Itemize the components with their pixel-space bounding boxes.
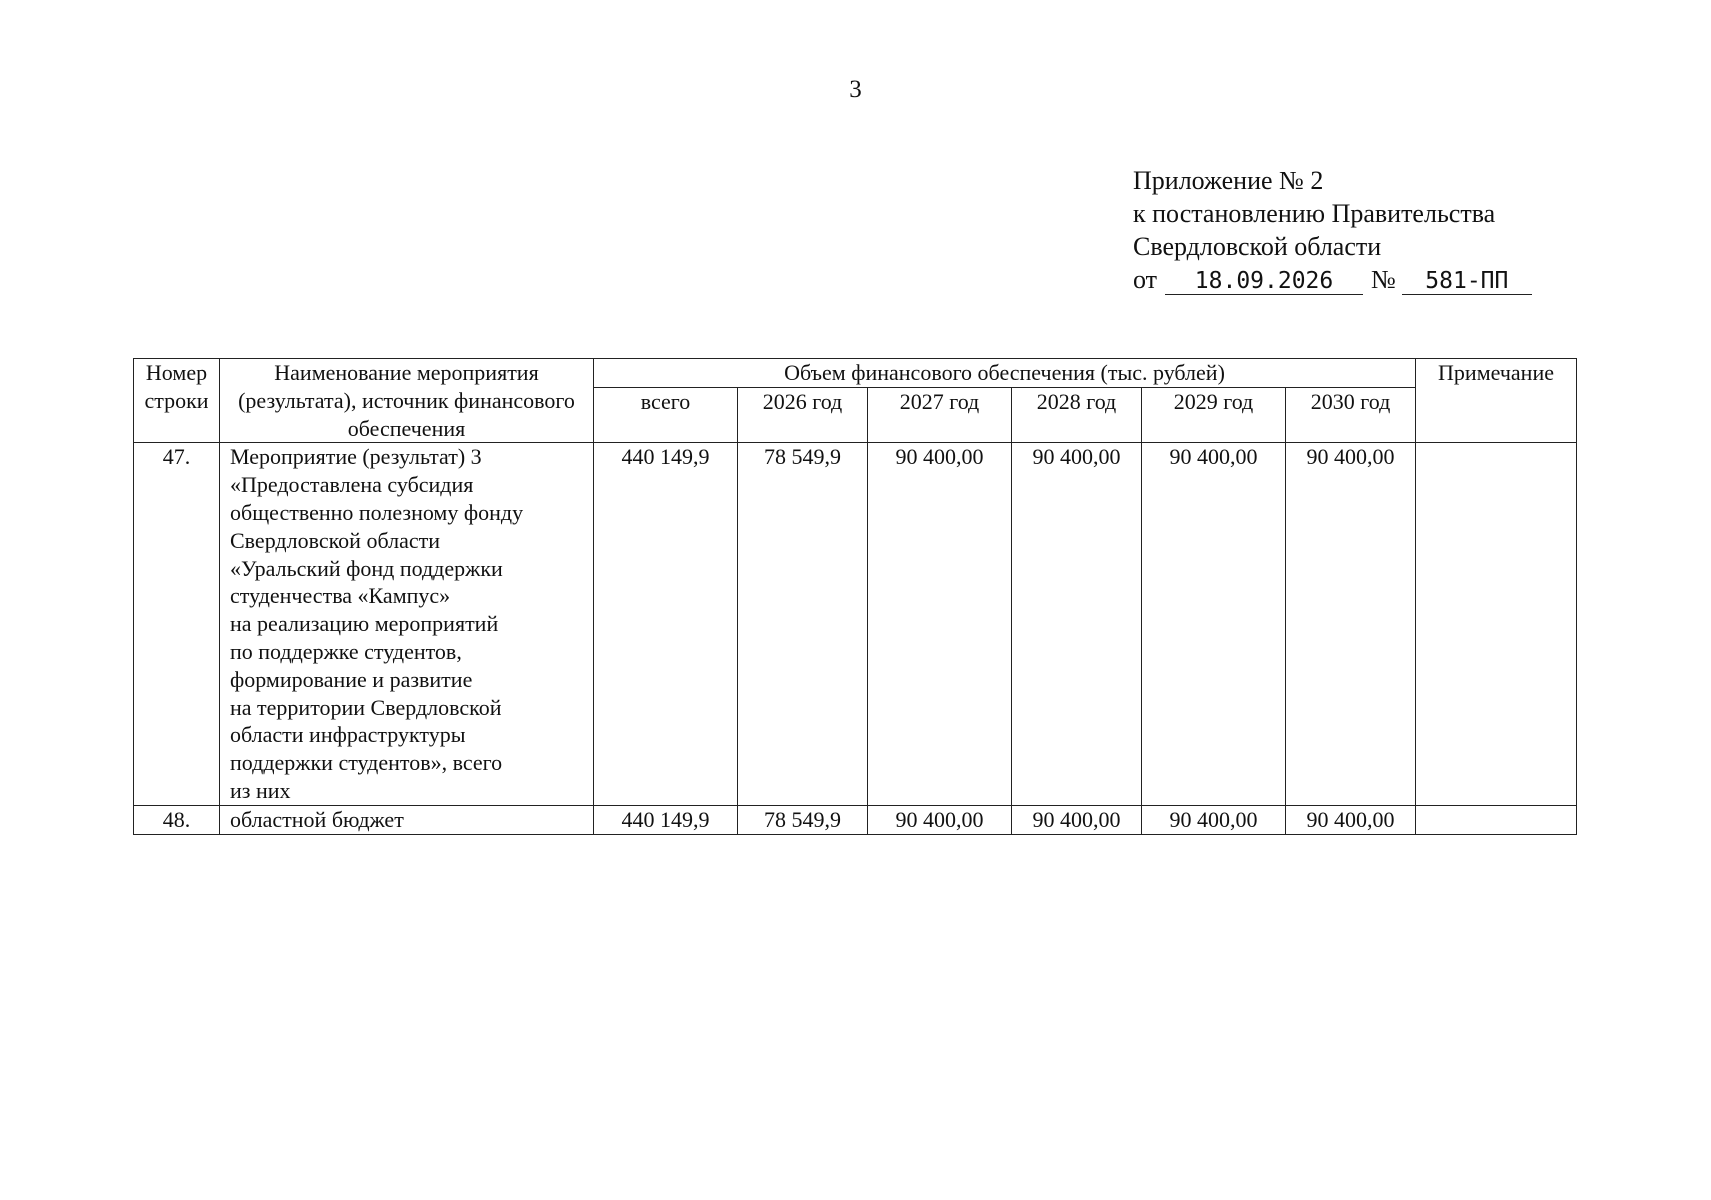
cell-total: 440 149,9 — [594, 443, 738, 805]
row-name — [220, 443, 594, 805]
cell-2027: 90 400,00 — [868, 443, 1012, 805]
name-line: области инфраструктуры — [230, 722, 466, 748]
cell-2026: 78 549,9 — [738, 443, 868, 805]
header-row-number: Номер строки — [134, 359, 220, 443]
cell-2029: 90 400,00 — [1142, 805, 1286, 834]
name-line: «Уральский фонд поддержки — [230, 555, 503, 581]
header-2030: 2030 год — [1286, 388, 1416, 443]
cell-2027: 90 400,00 — [868, 805, 1012, 834]
row-name: областной бюджет — [220, 805, 594, 834]
resolution-number: 581-ПП — [1402, 268, 1532, 295]
cell-note — [1416, 805, 1577, 834]
name-line: на территории Свердловской — [230, 694, 502, 720]
cell-2028: 90 400,00 — [1012, 443, 1142, 805]
name-line: из них — [230, 777, 291, 803]
cell-2030: 90 400,00 — [1286, 443, 1416, 805]
header-2029: 2029 год — [1142, 388, 1286, 443]
header-note: Примечание — [1416, 359, 1577, 443]
name-line: формирование и развитие — [230, 666, 473, 692]
cell-2026: 78 549,9 — [738, 805, 868, 834]
cell-note — [1416, 443, 1577, 805]
name-line: по поддержке студентов, — [230, 638, 462, 664]
header-row-top — [134, 359, 1577, 388]
page-number: 3 — [849, 76, 862, 103]
name-line: поддержки студентов», всего — [230, 750, 503, 776]
row-number: 48. — [134, 805, 220, 834]
header-2026: 2026 год — [738, 388, 868, 443]
name-line: студенчества «Кампус» — [230, 583, 451, 609]
header-2027: 2027 год — [868, 388, 1012, 443]
cell-2029: 90 400,00 — [1142, 443, 1286, 805]
table-row — [134, 443, 1577, 805]
name-line: на реализацию мероприятий — [230, 611, 499, 637]
from-label: от — [1133, 265, 1158, 294]
cell-2028: 90 400,00 — [1012, 805, 1142, 834]
row-number: 47. — [134, 443, 220, 805]
funding-table — [133, 358, 1577, 835]
cell-total: 440 149,9 — [594, 805, 738, 834]
appendix-block — [1133, 164, 1532, 296]
appendix-line-region: Свердловской области — [1133, 232, 1382, 261]
header-total: всего — [594, 388, 738, 443]
name-line: Свердловской области — [230, 527, 440, 553]
name-line: общественно полезному фонду — [230, 499, 524, 525]
table-row — [134, 805, 1577, 834]
header-funding-group: Объем финансового обеспечения (тыс. рублей) — [594, 359, 1416, 388]
name-line: «Предоставлена субсидия — [230, 472, 474, 498]
header-2028: 2028 год — [1012, 388, 1142, 443]
name-line: Мероприятие (результат) 3 — [230, 444, 482, 470]
resolution-date: 18.09.2026 — [1165, 268, 1363, 295]
appendix-title: Приложение № 2 — [1133, 166, 1324, 195]
cell-2030: 90 400,00 — [1286, 805, 1416, 834]
appendix-line-resolution: к постановлению Правительства — [1133, 199, 1496, 228]
appendix-date-line — [1133, 263, 1532, 296]
number-label: № — [1371, 265, 1396, 294]
header-name: Наименование мероприятия (результата), источник финансового обеспечения — [220, 359, 594, 443]
